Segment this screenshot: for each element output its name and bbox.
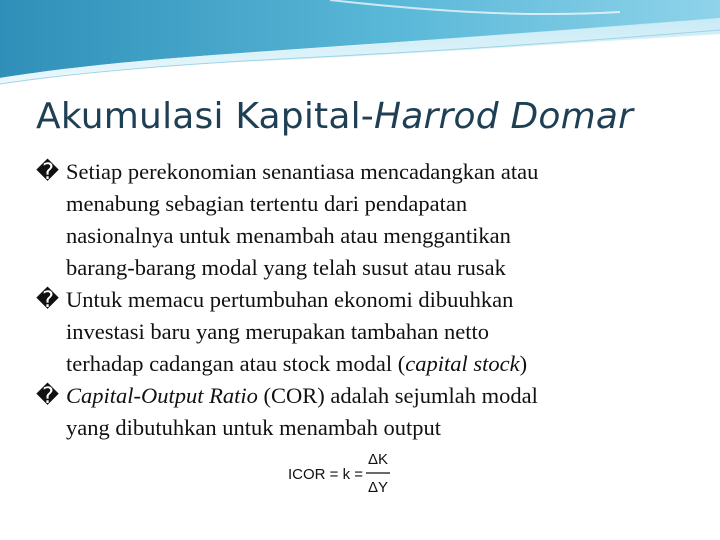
formula-numerator: ΔK xyxy=(367,451,389,468)
bullet-italic-text: capital stock xyxy=(405,351,520,376)
title-plain: Akumulasi Kapital- xyxy=(36,96,374,137)
bullet-text: (COR) adalah sejumlah modal xyxy=(257,383,538,408)
bullet-marker-icon: � xyxy=(36,383,60,408)
bullet-line: Untuk memacu pertumbuhan ekonomi dibuuhkan xyxy=(66,287,514,312)
formula-lhs: ICOR = k = xyxy=(288,466,364,483)
bullet-marker-icon: � xyxy=(36,287,60,312)
bullet-line xyxy=(66,348,676,380)
slide-title xyxy=(36,96,633,137)
bullet-line: yang dibutuhkan untuk menambah output xyxy=(66,415,441,440)
bullet-line: Setiap perekonomian senantiasa mencadangkan atau xyxy=(66,159,539,184)
formula-denominator: ΔY xyxy=(367,479,389,496)
bullet-italic-text: Capital-Output Ratio xyxy=(66,383,258,408)
bullet-item xyxy=(36,380,676,444)
bullet-line: investasi baru yang merupakan tambahan netto xyxy=(66,319,489,344)
bullet-item xyxy=(36,156,676,284)
header-wave-decoration xyxy=(0,0,720,90)
bullet-text: terhadap cadangan atau stock modal ( xyxy=(66,351,406,376)
title-italic: Harrod Domar xyxy=(374,96,634,137)
bullet-text: ) xyxy=(519,351,528,376)
bullet-line: nasionalnya untuk menambah atau menggantikan xyxy=(66,223,511,248)
bullet-line: menabung sebagian tertentu dari pendapatan xyxy=(66,191,468,216)
bullet-marker-icon: � xyxy=(36,159,60,184)
bullet-line xyxy=(66,380,676,412)
bullet-line: barang-barang modal yang telah susut atau rusak xyxy=(66,255,506,280)
bullet-list xyxy=(36,156,676,444)
bullet-item xyxy=(36,284,676,380)
icor-formula xyxy=(286,446,396,500)
